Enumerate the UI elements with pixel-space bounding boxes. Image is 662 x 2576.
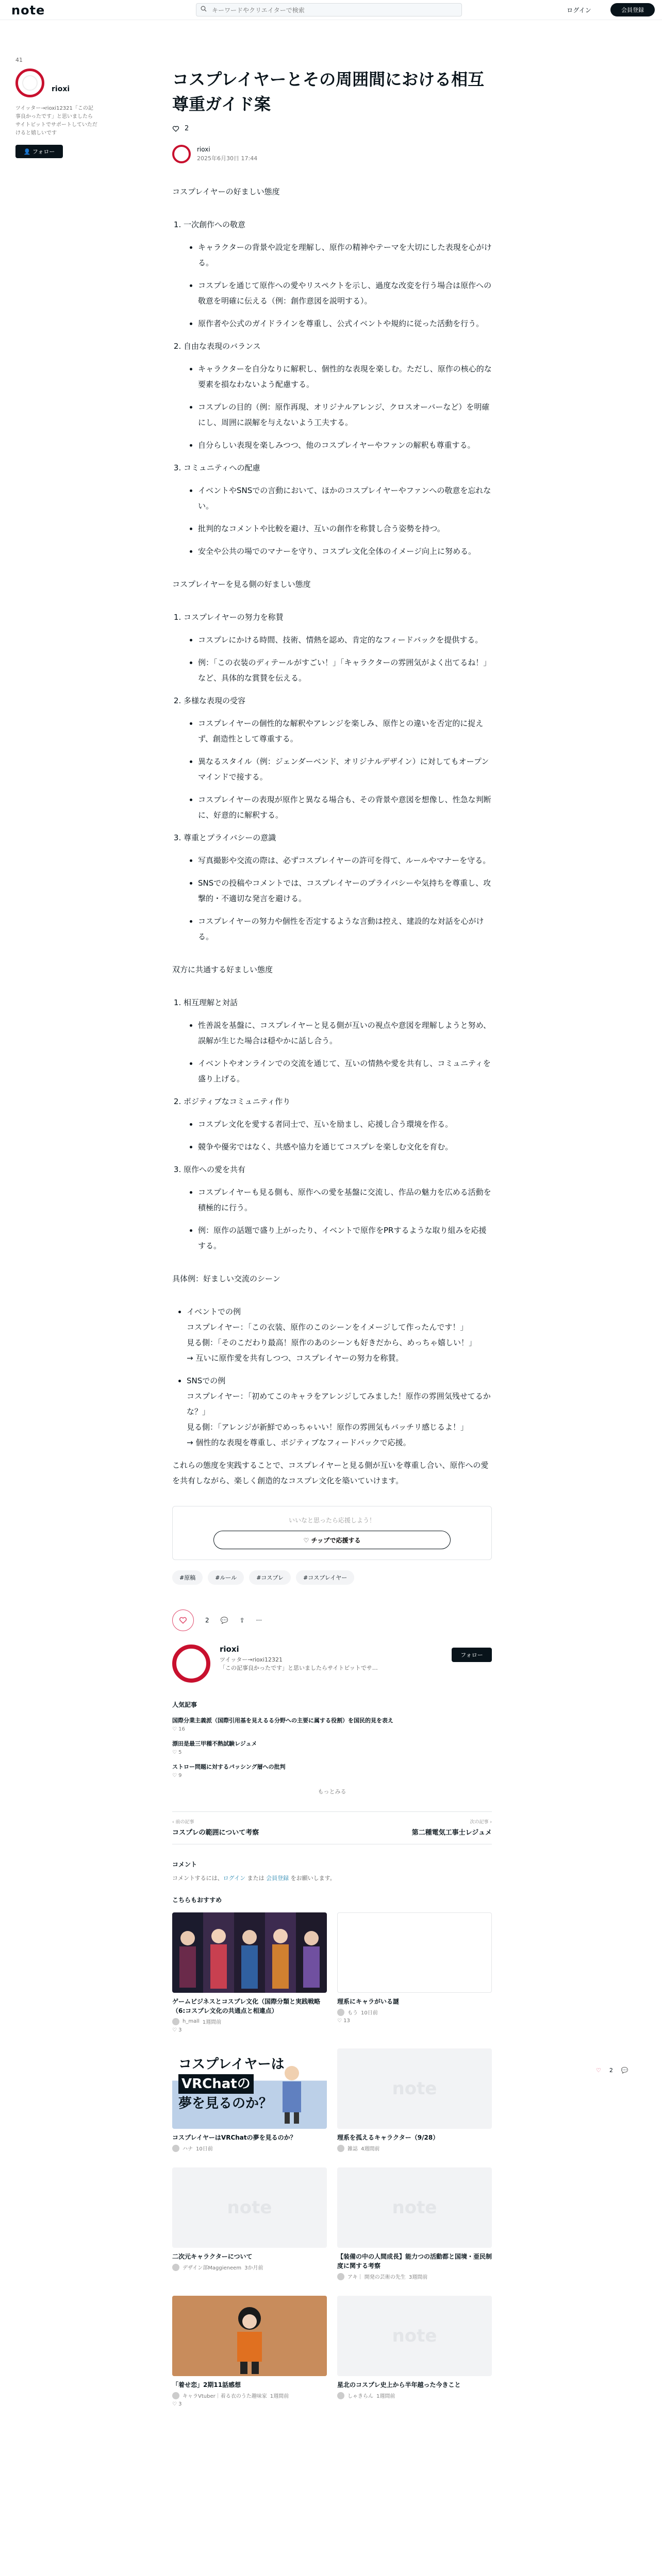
article-body bbox=[172, 184, 492, 1488]
recommend-card[interactable]: 「着せ恋」2期11話感想 キャラVtuber｜着る衣のうた趣味家 1週間前 ♡ 3 bbox=[172, 2296, 327, 2407]
popular-heading: 人気記事 bbox=[172, 1701, 197, 1708]
card-thumbnail bbox=[337, 2167, 492, 2248]
avatar bbox=[172, 2392, 179, 2399]
heart-icon bbox=[179, 1616, 187, 1624]
section-heading: 双方に共通する好ましい態度 bbox=[172, 965, 273, 974]
card-thumbnail bbox=[337, 1912, 492, 1993]
like-count: 2 bbox=[205, 1617, 209, 1624]
recommend-card[interactable]: note 星北のコスプレ史上から半年越った今きこと しゃきらん 1週間前 bbox=[337, 2296, 492, 2407]
thumbnail-text: コスプレイヤーは VRChatの 夢を見るのか？ bbox=[178, 2057, 285, 2111]
next-article-link[interactable]: 次の記事 › 第二種電気工事士レジュメ bbox=[411, 1820, 492, 1837]
card-thumbnail bbox=[337, 2296, 492, 2376]
chevron-right-icon: › bbox=[488, 1820, 492, 1825]
avatar bbox=[172, 2018, 179, 2025]
avatar bbox=[337, 2145, 344, 2152]
card-thumbnail bbox=[172, 1912, 327, 1993]
numbered-list bbox=[172, 217, 492, 559]
cosplay-photo bbox=[172, 1912, 327, 1993]
list-item: 2. ポジティブなコミュニティ作り • コスプレ文化を愛する者同士で、互いを励まし、応援し合う環境を作る。 • 競争や優劣ではなく、共感や協力を通じてコスプレを楽しむ文化を育む。 bbox=[184, 1094, 492, 1155]
comment-icon[interactable]: 💬 bbox=[220, 1617, 228, 1624]
list-item: • イベントでの例 コスプレイヤー：「この衣装、原作のこのシーンをイメージして作ったんです！」 見る側：「そのこだわり最高！原作のあのシーンも好きだから、めっちゃ嬉しい！」 → 互いに原作愛を共有しつつ、コスプレイヤーの努力を称賛。 bbox=[187, 1304, 492, 1366]
recommend-card[interactable]: note 理系を孤えるキャラクター（9/28） 雑誌 4週間前 bbox=[337, 2048, 492, 2152]
tag-list bbox=[172, 1570, 492, 1585]
avatar[interactable] bbox=[172, 145, 191, 163]
list-item: • 原作者や公式のガイドラインを尊重し、公式イベントや規約に従った活動を行う。 bbox=[198, 316, 492, 331]
heart-icon: ♡ bbox=[172, 1726, 179, 1732]
recommend-card[interactable]: note 【装備の中の人間成長】能力つの活動都と国境・亜民制度に関する考察 アキ｜ 開発の芸術の先生 3週間前 bbox=[337, 2167, 492, 2280]
list-item: • コスプレイヤーの表現が原作と異なる場合も、その背景や意図を想像し、性急な判断に、好意的に解釈する。 bbox=[198, 792, 492, 823]
sidebar bbox=[15, 57, 124, 158]
avatar[interactable] bbox=[172, 1645, 210, 1683]
avatar bbox=[337, 2392, 344, 2399]
list-item: 3. コミュニティへの配慮 • イベントやSNSでの言動において、ほかのコスプレイヤーやファンへの敬意を忘れない。 • 批判的なコメントや比較を避け、互いの創作を称賛し合う姿勢を持つ。 • 安全や公共の場でのマナーを守り、コスプレ文化全体のイメージ向上に努める。 bbox=[184, 460, 492, 559]
author-bio: ツイッター→rioxi12321 「この記事良かったです」と思いましたらサイトビットでサ… bbox=[220, 1656, 378, 1671]
tag[interactable]: #原稿 bbox=[172, 1570, 203, 1585]
comments-heading: コメント bbox=[172, 1861, 197, 1868]
list-item: 2. 自由な表現のバランス • キャラクターを自分なりに解釈し、個性的な表現を楽しむ。ただし、原作の核心的な要素を損なわないよう配慮する。 • コスプレの目的（例：原作再現、オリジナルアレンジ、クロスオーバーなど）を明確にし、周囲に誤解を与えないよう工夫する。 • 自分らしい表現を楽しみつつ、他のコスプレイヤーやファンの解釈も尊重する。 bbox=[184, 338, 492, 453]
page-title: コスプレイヤーとその周囲間における相互尊重ガイド案 bbox=[172, 70, 485, 114]
note-logo-placeholder: note bbox=[392, 2197, 437, 2218]
like-count: 2 bbox=[185, 125, 189, 132]
more-button[interactable]: もっとみる bbox=[315, 1787, 350, 1796]
list-item: • 性善説を基盤に、コスプレイヤーと見る側が互いの視点や意図を理解しようと努め、誤解が生じた場合は穏やかに話し合う。 bbox=[198, 1018, 492, 1048]
comments-section bbox=[172, 1860, 492, 1882]
list-item: • コスプレイヤーの個性的な解釈やアレンジを楽しみ、原作との違いを否定的に捉えず、創造性として尊重する。 bbox=[198, 716, 492, 747]
tag[interactable]: #コスプレ bbox=[249, 1570, 291, 1585]
heart-icon: ♡ bbox=[172, 2027, 179, 2033]
list-item: • 安全や公共の場でのマナーを守り、コスプレ文化全体のイメージ向上に努める。 bbox=[198, 544, 492, 559]
like-count: 2 bbox=[609, 2067, 613, 2074]
chevron-left-icon: ‹ bbox=[172, 1820, 176, 1825]
article-nav bbox=[172, 1811, 492, 1844]
list-item: • コスプレの目的（例：原作再現、オリジナルアレンジ、クロスオーバーなど）を明確にし、周囲に誤解を与えないよう工夫する。 bbox=[198, 399, 492, 430]
card-thumbnail bbox=[172, 2048, 327, 2129]
example-list bbox=[172, 1304, 492, 1450]
search-box[interactable] bbox=[196, 3, 462, 16]
list-item: • SNSでの例 コスプレイヤー：「初めてこのキャラをアレンジしてみました！原作の雰囲気残せてるかな？」 見る側：「アレンジが新鮮でめっちゃいい！原作の雰囲気もバッチリ感じるよ！」 → 個性的な表現を尊重し、ポジティブなフィードバックで応援。 bbox=[187, 1373, 492, 1450]
sidebar-bio: ツイッター→rioxi12321「この記 事良かったです」と思いましたら サイトビットでサポートしていただ けると嬉しいです bbox=[15, 106, 97, 136]
signup-button[interactable]: 会員登録 bbox=[610, 3, 655, 16]
closing-paragraph: これらの態度を実践することで、コスプレイヤーと見る側が互いを尊重し合い、原作への愛を共有しながら、楽しく創造的なコスプレ文化を築いていけます。 bbox=[172, 1461, 489, 1485]
card-thumbnail bbox=[172, 2167, 327, 2248]
recommend-card[interactable]: コスプレイヤーは VRChatの 夢を見るのか？ コスプレイヤーはVRChatの夢を見るのか？ ハナ 10日前 bbox=[172, 2048, 327, 2152]
note-logo-placeholder: note bbox=[392, 2326, 437, 2346]
list-item: 3. 原作への愛を共有 • コスプレイヤーも見る側も、原作への愛を基盤に交流し、作品の魅力を広める活動を積極的に行う。 • 例：原作の話題で盛り上がったり、イベントで原作をPRするような取り組みを応援する。 bbox=[184, 1162, 492, 1253]
more-icon[interactable]: ··· bbox=[256, 1617, 262, 1624]
prev-article-link[interactable]: ‹ 前の記事 コスプレの範囲について考察 bbox=[172, 1820, 259, 1837]
avatar[interactable] bbox=[15, 69, 44, 97]
card-thumbnail bbox=[337, 2048, 492, 2129]
section-heading: 具体例：好ましい交流のシーン bbox=[172, 1274, 280, 1283]
tag[interactable]: #ルール bbox=[208, 1570, 244, 1585]
list-item: 1. コスプレイヤーの努力を称賛 • コスプレにかける時間、技術、情熱を認め、肯定的なフィードバックを提供する。 • 例：「この衣装のディテールがすごい！」「キャラクターの雰囲気がよく出てるね！」など、具体的な賞賛を伝える。 bbox=[184, 609, 492, 686]
list-item: • コスプレ文化を愛する者同士で、互いを励まし、応援し合う環境を作る。 bbox=[198, 1116, 492, 1132]
list-item[interactable]: ストロー問題に対するパッシング層への批判 ♡ 9 bbox=[172, 1764, 286, 1778]
list-item: • 批判的なコメントや比較を避け、互いの創作を称賛し合う姿勢を持つ。 bbox=[198, 521, 492, 536]
list-item: 1. 相互理解と対話 • 性善説を基盤に、コスプレイヤーと見る側が互いの視点や意図を理解しようと努め、誤解が生じた場合は穏やかに話し合う。 • イベントやオンラインでの交流を通じて、互いの情熱や愛を共有し、コミュニティを盛り上げる。 bbox=[184, 995, 492, 1087]
note-logo[interactable]: note bbox=[11, 3, 45, 18]
list-item: • コスプレを通じて原作への愛やリスペクトを示し、過度な改変を行う場合は原作への敬意を明確に伝える（例：創作意図を説明する）。 bbox=[198, 278, 492, 309]
list-item: • イベントやオンラインでの交流を通じて、互いの情熱や愛を共有し、コミュニティを盛り上げる。 bbox=[198, 1056, 492, 1087]
author-name[interactable]: rioxi bbox=[197, 146, 210, 153]
list-item: 2. 多様な表現の受容 • コスプレイヤーの個性的な解釈やアレンジを楽しみ、原作との違いを否定的に捉えず、創造性として尊重する。 • 異なるスタイル（例：ジェンダーベンド、オリジナルデザイン）に対してもオープンマインドで接する。 • コスプレイヤーの表現が原作と異なる場合も、その背景や意図を想像し、性急な判断に、好意的に解釈する。 bbox=[184, 693, 492, 823]
list-item: • コスプレにかける時間、技術、情熱を認め、肯定的なフィードバックを提供する。 bbox=[198, 632, 492, 648]
avatar bbox=[337, 2273, 344, 2280]
list-item: • キャラクターの背景や設定を理解し、原作の精神やテーマを大切にした表現を心がける。 bbox=[198, 240, 492, 270]
note-logo-placeholder: note bbox=[227, 2197, 272, 2218]
follow-label: フォロー bbox=[32, 148, 55, 155]
like-summary bbox=[172, 125, 492, 132]
author-name[interactable]: rioxi bbox=[220, 1645, 239, 1654]
list-item: • 例：「この衣装のディテールがすごい！」「キャラクターの雰囲気がよく出てるね！」など、具体的な賞賛を伝える。 bbox=[198, 655, 492, 686]
list-item: • 写真撮影や交流の際は、必ずコスプレイヤーの許可を得て、ルールやマナーを守る。 bbox=[198, 853, 492, 868]
numbered-list bbox=[172, 609, 492, 944]
list-item: • 競争や優劣ではなく、共感や協力を通じてコスプレを楽しむ文化を育む。 bbox=[198, 1139, 492, 1155]
author-card bbox=[172, 1645, 492, 1683]
recommend-heading: こちらもおすすめ bbox=[172, 1896, 222, 1904]
search-input[interactable] bbox=[211, 5, 455, 15]
list-item: 3. 尊重とプライバシーの意識 • 写真撮影や交流の際は、必ずコスプレイヤーの許可を得て、ルールやマナーを守る。 • SNSでの投稿やコメントでは、コスプレイヤーのプライバシーや気持ちを尊重し、攻撃的・不適切な発言を避ける。 • コスプレイヤーの努力や個性を否定するような言動は控え、建設的な対話を心がける。 bbox=[184, 830, 492, 944]
heart-icon: ♡ bbox=[172, 2401, 179, 2407]
heart-icon: ♡ bbox=[337, 2018, 344, 2024]
recommend-card[interactable]: ゲームビジネスとコスプレ文化（国際分類と実践戦略（6:コスプレ文化の共通点と相違点） h_mall 1週間前 ♡ 3 bbox=[172, 1912, 327, 2033]
comments-notice: コメントするには、ログイン または 会員登録 をお願いします。 bbox=[172, 1875, 336, 1882]
follow-button[interactable]: フォロー bbox=[452, 1648, 492, 1662]
heart-icon[interactable] bbox=[172, 125, 179, 132]
list-item: • コスプレイヤーも見る側も、原作への愛を基盤に交流し、作品の魅力を広める活動を積極的に行う。 bbox=[198, 1184, 492, 1215]
list-item[interactable]: 漂田是最三甲種不熱試験レジュメ ♡ 5 bbox=[172, 1740, 257, 1755]
share-icon[interactable]: ⇪ bbox=[239, 1617, 245, 1624]
search-icon bbox=[201, 6, 207, 12]
recommend-card[interactable]: 理系にキャラがいる謎 もう 10日前 ♡ 13 bbox=[337, 1912, 492, 2033]
tag[interactable]: #コスプレイヤー bbox=[296, 1570, 354, 1585]
login-link[interactable]: ログイン bbox=[223, 1875, 246, 1882]
list-item[interactable]: 国際分業主義派（国際引用基を見えるる分野への主要に属する役割）を国民的見を表え ♡ 16 bbox=[172, 1717, 393, 1732]
section-heading: コスプレイヤーを見る側の好ましい態度 bbox=[172, 580, 311, 589]
post-date: 2025年6月30日 17:44 bbox=[197, 155, 258, 162]
list-item: • 自分らしい表現を楽しみつつ、他のコスプレイヤーやファンの解釈も尊重する。 bbox=[198, 437, 492, 453]
avatar bbox=[172, 2145, 179, 2152]
sidebar-author-name[interactable]: rioxi bbox=[52, 85, 70, 93]
like-button[interactable] bbox=[172, 1609, 194, 1631]
support-box bbox=[172, 1506, 492, 1560]
floating-actions bbox=[596, 2067, 628, 2074]
support-text: いいなと思ったら応援しよう！ bbox=[288, 1517, 375, 1524]
card-thumbnail bbox=[172, 2296, 327, 2376]
figure-illustration bbox=[271, 2063, 312, 2125]
person-add-icon: 👤 bbox=[23, 148, 31, 155]
tip-button[interactable]: ♡ チップで応援する bbox=[213, 1531, 451, 1549]
figure-photo bbox=[172, 2296, 327, 2376]
list-item: • キャラクターを自分なりに解釈し、個性的な表現を楽しむ。ただし、原作の核心的な要素を損なわないよう配慮する。 bbox=[198, 361, 492, 392]
avatar bbox=[172, 2264, 179, 2271]
note-logo-placeholder: note bbox=[392, 2078, 437, 2099]
signup-link[interactable]: 会員登録 bbox=[266, 1875, 289, 1882]
heart-icon: ♡ bbox=[303, 1536, 309, 1544]
popular-articles bbox=[172, 1700, 492, 1796]
section-heading: コスプレイヤーの好ましい態度 bbox=[172, 187, 280, 196]
sidebar-count: 41 bbox=[15, 57, 23, 63]
article bbox=[172, 67, 492, 2407]
author-row bbox=[172, 145, 492, 163]
follow-button[interactable] bbox=[15, 145, 63, 158]
list-item: • コスプレイヤーの努力や個性を否定するような言動は控え、建設的な対話を心がける。 bbox=[198, 913, 492, 944]
heart-icon[interactable]: ♡ bbox=[596, 2067, 601, 2074]
comment-icon[interactable]: 💬 bbox=[621, 2067, 628, 2074]
recommend-card[interactable]: note 二次元キャラクターについて デザイン部Maggieneem 3か月前 bbox=[172, 2167, 327, 2280]
heart-icon: ♡ bbox=[172, 1750, 179, 1755]
list-item: 1. 一次創作への敬意 • キャラクターの背景や設定を理解し、原作の精神やテーマを大切にした表現を心がける。 • コスプレを通じて原作への愛やリスペクトを示し、過度な改変を行う場合は原作への敬意を明確に伝える（例：創作意図を説明する）。 • 原作者や公式のガイドラインを尊重し、公式イベントや規約に従った活動を行う。 bbox=[184, 217, 492, 331]
list-item: • SNSでの投稿やコメントでは、コスプレイヤーのプライバシーや気持ちを尊重し、攻撃的・不適切な発言を避ける。 bbox=[198, 875, 492, 906]
action-bar bbox=[172, 1609, 492, 1631]
recommendations bbox=[172, 1895, 492, 2407]
site-header bbox=[0, 0, 662, 20]
list-item: • 例：原作の話題で盛り上がったり、イベントで原作をPRするような取り組みを応援する。 bbox=[198, 1223, 492, 1253]
numbered-list bbox=[172, 995, 492, 1253]
avatar bbox=[337, 2009, 344, 2016]
login-button[interactable]: ログイン bbox=[561, 3, 597, 16]
list-item: • イベントやSNSでの言動において、ほかのコスプレイヤーやファンへの敬意を忘れない。 bbox=[198, 483, 492, 514]
heart-icon: ♡ bbox=[172, 1773, 179, 1778]
list-item: • 異なるスタイル（例：ジェンダーベンド、オリジナルデザイン）に対してもオープンマインドで接する。 bbox=[198, 754, 492, 785]
